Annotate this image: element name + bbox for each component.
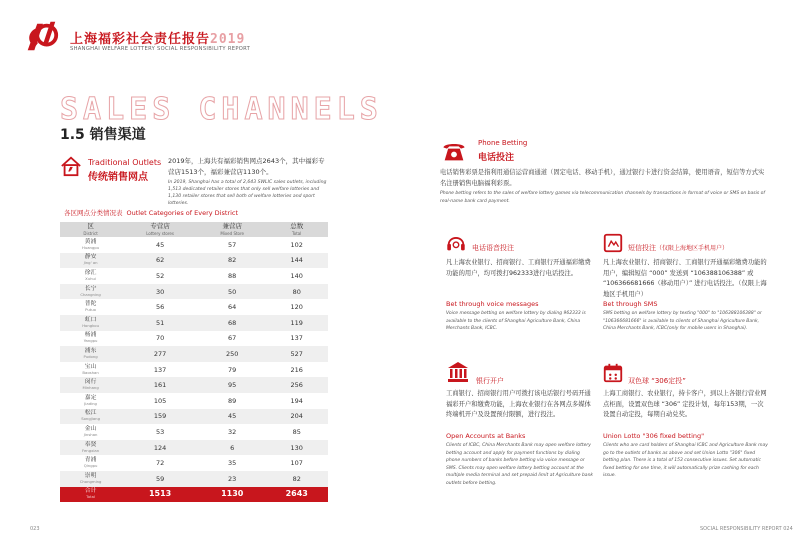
mixed-store-cell: 32	[228, 427, 237, 436]
total-cell: 102	[290, 240, 303, 249]
mixed-store-cell: 35	[228, 459, 237, 468]
lottery-stores-cell: 137	[153, 365, 167, 374]
district-name-en: Jing' an	[83, 260, 98, 266]
mixed-store-cell: 23	[199, 471, 265, 487]
lottery-stores-cell: 161	[121, 377, 199, 393]
mixed-store-cell: 68	[199, 315, 265, 331]
district-name-cn: 普陀	[84, 301, 97, 308]
district-name-en: Baoshan	[82, 369, 99, 375]
phone-text-cn: 电话销售彩票是指利用通信运营商通道（固定电话、移动手机），通过银行卡进行资金结算，使用语音，短信等方式实名注册销售电脑福利彩票。	[440, 169, 765, 187]
table-row	[60, 284, 328, 300]
district-name-cn: 黄浦	[84, 238, 97, 245]
union-text-en: Clients who are card holders of Shanghai ICBC and Agriculture Bank may go to the outlets of banks as above and set Union Lotto "306" fixed betting plan. There is a total of 153 consecutive issues. Set automatic fixed betting for one time, it will automatically prize cashing for each issue.	[603, 443, 768, 479]
mixed-store-cell: 45	[199, 409, 265, 425]
lottery-stores-cell: 51	[121, 315, 199, 331]
total-cell: 256	[265, 377, 328, 393]
table-row	[60, 455, 328, 471]
table-row	[60, 393, 328, 409]
calendar-icon	[602, 362, 624, 384]
district-cell	[60, 253, 121, 269]
total-cell: 107	[290, 459, 303, 468]
district-name-en: Chongming	[79, 478, 102, 484]
table-total-row	[60, 487, 328, 503]
header-lottery-stores: 专营店 Lottery stores	[121, 222, 199, 237]
welfare-lottery-logo	[22, 18, 60, 56]
district-name-cn: 静安	[84, 254, 97, 261]
district-cell	[60, 455, 121, 471]
total-cell: 204	[265, 409, 328, 425]
table-row	[60, 315, 328, 331]
total-cell: 2643	[265, 487, 328, 503]
total-cell: 216	[290, 365, 303, 374]
total-cell: 130	[265, 440, 328, 456]
table-row	[60, 331, 328, 347]
voice-text-cn: 凡上海农业银行、招商银行、工商银行开通福彩缴费功能的用户，均可拨打962333进行电话投注。	[446, 259, 591, 277]
lottery-stores-cell: 277	[121, 346, 199, 362]
section-title: 1.5 销售渠道	[60, 127, 146, 143]
report-subtitle: SHANGHAI WELFARE LOTTERY SOCIAL RESPONSIBILITY REPORT	[70, 46, 251, 52]
header-district: 区 District	[60, 222, 121, 237]
district-name-cn: 崇明	[84, 472, 97, 479]
table-row	[60, 346, 328, 362]
district-cell	[60, 284, 121, 300]
mixed-store-cell: 67	[228, 334, 237, 343]
total-cell: 144	[265, 253, 328, 269]
district-name-en: Total	[86, 494, 96, 500]
district-name-cn: 合计	[84, 488, 97, 495]
sms-title-note: （仅限上海地区手机用户）	[656, 245, 729, 252]
district-cell	[60, 487, 121, 503]
traditional-title-en: Traditional Outlets	[88, 158, 162, 167]
district-name-en: Minhang	[82, 385, 99, 391]
district-name-en: Putuo	[85, 307, 97, 313]
union-text-cn: 上海工商银行、农业银行，持卡客户，到以上各银行营业网点柜面，设置双色球 “306” 定投计划，每年153期，一次设置自动定投，每期自动兑奖。	[603, 390, 767, 418]
district-cell	[60, 393, 121, 409]
mixed-store-cell: 1130	[199, 487, 265, 503]
mixed-store-cell: 250	[199, 346, 265, 362]
bank-text-en: Clients of ICBC, China Merchants Bank may open welfare lottery betting account and apply for payment functions by dialing phone numbers of banks before betting via voice message or SMS. Clients may open welfare lottery betting account at the multiple media terminal and set prepaid limit at Agriculture bank outlets before betting.	[446, 443, 594, 486]
district-name-en: Songjiang	[81, 416, 100, 422]
lottery-stores-cell: 52	[155, 271, 165, 280]
lottery-stores-cell: 30	[121, 284, 199, 300]
mixed-store-cell: 89	[228, 396, 237, 405]
district-name-cn: 宝山	[84, 363, 97, 370]
table-row	[60, 253, 328, 269]
district-name-en: Qingpu	[83, 463, 98, 469]
total-cell: 119	[265, 315, 328, 331]
total-cell: 120	[290, 303, 303, 312]
lottery-stores-cell: 53	[155, 427, 165, 436]
district-cell	[60, 362, 121, 378]
union-title-cn: 双色球 “306定投”	[628, 377, 686, 385]
total-cell: 527	[265, 346, 328, 362]
total-cell: 194	[290, 396, 303, 405]
traditional-text-en: In 2019, Shanghai has a total of 2,643 SWLIC sales outlets, including 1,513 dedicated retailer stores that only sell welfare lotteries and 1,130 retailer stores that sell both of welfare lotteries and sport lotteries.	[168, 180, 327, 206]
district-cell	[60, 268, 121, 284]
district-name-cn: 金山	[84, 425, 97, 432]
table-row	[60, 440, 328, 456]
sms-phone-icon	[602, 232, 624, 254]
district-cell	[60, 471, 121, 487]
table-row	[60, 299, 328, 315]
telephone-icon	[440, 137, 468, 165]
district-cell	[60, 424, 121, 440]
voice-title-en: Bet through voice messages	[446, 300, 539, 308]
total-cell: 82	[265, 471, 328, 487]
lottery-stores-cell: 72	[155, 459, 165, 468]
big-section-title: SALES CHANNELS	[60, 92, 383, 127]
table-row	[60, 409, 328, 425]
sms-text-en: SMS betting on welfare lottery by texting "000" to "106388106388" or "106366681666" is available to clients of Shanghai Agriculture Bank, China Merchants Bank, ICBC(only for mobile users in Shanghai).	[603, 311, 762, 332]
table-row	[60, 237, 328, 253]
district-name-cn: 嘉定	[84, 394, 97, 401]
table-row	[60, 362, 328, 378]
district-cell	[60, 331, 121, 347]
bank-text-cn: 工商银行、招商银行用户可拨打该电话银行号码开通福彩开户和缴费功能，上海农业银行在各网点多媒体终端机开户及设置预付限额，进行投注。	[446, 390, 591, 418]
house-icon	[60, 155, 82, 177]
report-title: 上海福彩社会责任报告2019	[70, 32, 246, 47]
sms-title-en: Bet through SMS	[603, 300, 658, 308]
mixed-store-cell: 57	[228, 240, 237, 249]
district-name-cn: 长宁	[84, 285, 97, 292]
district-name-en: Pudong	[83, 353, 98, 359]
total-cell: 140	[290, 271, 303, 280]
table-header-row	[60, 222, 328, 237]
table-row	[60, 471, 328, 487]
mixed-store-cell: 88	[228, 271, 237, 280]
traditional-text-cn: 2019年，上海共有福彩销售网点2643个，其中福彩专营店1513个，福彩兼营店1130个。	[168, 157, 325, 176]
district-name-cn: 浦东	[84, 347, 97, 354]
report-year: 2019	[210, 32, 246, 47]
district-name-en: Hongkou	[82, 322, 99, 328]
table-title: 各区网点分类情况表 Outlet Categories of Every District	[64, 209, 239, 217]
left-page-number: 023	[30, 526, 40, 532]
total-cell: 137	[290, 334, 303, 343]
lottery-stores-cell: 159	[121, 409, 199, 425]
sms-text-cn: 凡上海农业银行、招商银行、工商银行开通福彩缴费功能的用户，编辑短信 “000” 发送到 “106388106388” 或 “106366681666（移动用户）” 进行电话投注。（仅限上海地区手机用户）	[603, 259, 767, 298]
lottery-stores-cell: 62	[121, 253, 199, 269]
mixed-store-cell: 50	[199, 284, 265, 300]
lottery-stores-cell: 105	[153, 396, 167, 405]
district-name-cn: 闵行	[84, 379, 97, 386]
total-cell: 80	[265, 284, 328, 300]
bank-title-cn: 银行开户	[476, 377, 504, 385]
table-row	[60, 377, 328, 393]
mixed-store-cell: 64	[228, 303, 237, 312]
table-row	[60, 424, 328, 440]
total-cell: 85	[292, 427, 301, 436]
phone-title-en: Phone Betting	[478, 139, 528, 147]
lottery-stores-cell: 45	[155, 240, 165, 249]
right-page-footer: SOCIAL RESPONSIBILITY REPORT 024	[700, 526, 793, 532]
header-mixed-store: 兼营店 Mixed Store	[199, 222, 265, 237]
lottery-stores-cell: 1513	[121, 487, 199, 503]
union-title-en: Union Lotto "306 fixed betting"	[603, 432, 705, 440]
district-name-cn: 松江	[84, 410, 97, 417]
district-name-cn: 奉贤	[84, 441, 97, 448]
district-cell	[60, 346, 121, 362]
district-name-en: Jiading	[84, 400, 97, 406]
district-name-en: Fengxian	[82, 447, 100, 453]
mixed-store-cell: 95	[199, 377, 265, 393]
voice-text-en: Voice message betting on welfare lottery by dialing 962333 is available to the clients of Shanghai Agriculture Bank, China Merchants Bank, ICBC.	[446, 311, 586, 332]
lottery-stores-cell: 56	[155, 303, 165, 312]
table-title-en: Outlet Categories of Every District	[126, 209, 239, 217]
district-name-en: Yangpu	[83, 338, 98, 344]
district-name-cn: 杨浦	[84, 332, 97, 339]
district-name-en: Huangpu	[81, 244, 100, 250]
lottery-stores-cell: 124	[121, 440, 199, 456]
traditional-title-cn: 传统销售网点	[88, 172, 148, 183]
header-total: 总数 Total	[265, 222, 328, 237]
district-cell	[60, 315, 121, 331]
bank-title-en: Open Accounts at Banks	[446, 432, 526, 440]
headset-icon	[445, 232, 467, 254]
district-name-en: Changning	[80, 291, 101, 297]
bank-icon	[446, 360, 470, 384]
lottery-stores-cell: 70	[155, 334, 165, 343]
district-cell	[60, 440, 121, 456]
phone-title-cn: 电话投注	[478, 153, 515, 163]
sms-title-cn: 短信投注（仅限上海地区手机用户）	[628, 244, 729, 252]
mixed-store-cell: 82	[199, 253, 265, 269]
mixed-store-cell: 79	[228, 365, 237, 374]
district-cell	[60, 299, 121, 315]
district-name-cn: 青浦	[84, 457, 97, 464]
district-name-cn: 虹口	[84, 316, 97, 323]
phone-text-en: Phone betting refers to the sales of welfare lottery games via telecommunication channels by transactions in format of voice or SMS on basis of real-name bank card payment.	[440, 191, 766, 204]
mixed-store-cell: 6	[199, 440, 265, 456]
district-name-en: Xuhui	[85, 275, 97, 281]
district-outlet-table	[60, 222, 328, 502]
lottery-stores-cell: 59	[121, 471, 199, 487]
district-cell	[60, 409, 121, 425]
voice-title-cn: 电话语音投注	[472, 244, 514, 252]
district-name-en: Jinshan	[83, 431, 98, 437]
table-row	[60, 268, 328, 284]
district-cell	[60, 377, 121, 393]
district-cell	[60, 237, 121, 253]
district-name-cn: 徐汇	[84, 269, 97, 276]
